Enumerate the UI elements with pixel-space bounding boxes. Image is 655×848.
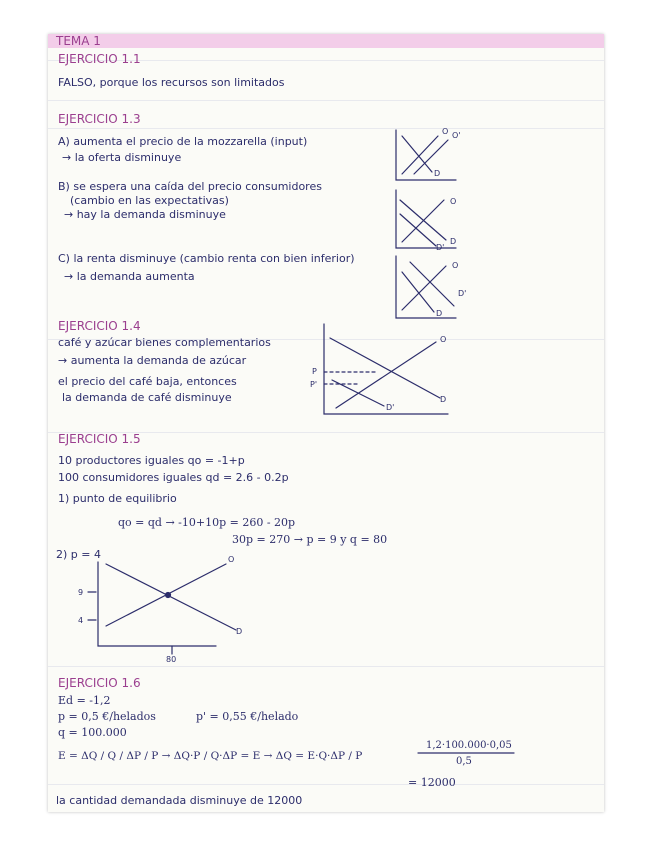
- graph-ej14-supply: [336, 342, 436, 408]
- graph-b-label-d-prime: D': [436, 243, 445, 252]
- graph-ej15-label-4: 4: [78, 616, 84, 625]
- graph-ej13-b: [396, 190, 456, 248]
- graph-ej15-equilibrium: [166, 593, 171, 598]
- graph-a-demand: [402, 136, 432, 172]
- ej15-line2: 100 consumidores iguales qd = 2.6 - 0.2p: [58, 471, 289, 484]
- ej15-eq2: 30p = 270 → p = 9 y q = 80: [232, 533, 388, 546]
- ej16-formula: E = ΔQ / Q / ΔP / P → ΔQ·P / Q·ΔP = E → ΔQ = E·Q·ΔP / P: [58, 750, 363, 762]
- graph-a-label-o: O: [442, 127, 449, 136]
- tema-title: TEMA 1: [56, 34, 101, 48]
- graph-ej13-c: [396, 256, 459, 318]
- graph-b-demand-shift: [400, 214, 436, 246]
- graph-c-demand-shift: [410, 262, 454, 306]
- ej14-line4: la demanda de café disminuye: [62, 391, 232, 404]
- ej11-answer: FALSO, porque los recursos son limitados: [58, 76, 285, 89]
- graph-ej13-a: [396, 130, 456, 180]
- ej13-b-line3: → hay la demanda disminuye: [64, 208, 226, 221]
- graph-ej15-demand: [106, 564, 236, 630]
- ej14-line2: → aumenta la demanda de azúcar: [58, 354, 247, 367]
- graph-c-label-d-prime: D': [458, 289, 467, 298]
- ej16-price: p = 0,5 €/helados: [58, 710, 156, 723]
- graph-c-axes: [396, 256, 459, 318]
- graph-ej14-label-o: O: [440, 335, 447, 344]
- ej15-heading: EJERCICIO 1.5: [58, 432, 141, 446]
- graph-b-label-d: D: [450, 237, 457, 246]
- ej13-c-line2: → la demanda aumenta: [64, 270, 195, 283]
- graph-ej14-demand: [330, 338, 440, 398]
- graph-ej15-label-o: O: [228, 555, 235, 564]
- ej15-eq1: qo = qd → -10+10p = 260 - 20p: [118, 516, 296, 529]
- ej16-heading: EJERCICIO 1.6: [58, 676, 141, 690]
- graph-c-label-d: D: [436, 309, 443, 318]
- ej15-line4: 2) p = 4: [56, 548, 101, 561]
- graph-ej14-label-d-prime: D': [386, 403, 395, 412]
- ej13-b-line2: (cambio en las expectativas): [70, 194, 229, 207]
- ej16-conclusion: la cantidad demandada disminuye de 12000: [56, 794, 303, 807]
- graph-ej15-axes: [98, 562, 216, 646]
- ej14-line1: café y azúcar bienes complementarios: [58, 336, 271, 349]
- graph-a-label-d: D: [434, 169, 441, 178]
- graph-c-supply: [402, 266, 446, 310]
- ej16-formula-numerator: 1,2·100.000·0,05: [426, 740, 512, 751]
- ej16-elasticity: Ed = -1,2: [58, 694, 111, 707]
- ej13-a-line2: → la oferta disminuye: [62, 151, 182, 164]
- graph-ej14-label-p-prime: P': [310, 380, 318, 389]
- graph-b-label-o: O: [450, 197, 457, 206]
- graph-a-axes: [396, 130, 456, 180]
- ej16-quantity: q = 100.000: [58, 726, 127, 739]
- graph-ej15-label-d: D: [236, 627, 243, 636]
- ej13-c-line1: C) la renta disminuye (cambio renta con bien inferior): [58, 252, 355, 265]
- graph-a-label-o-prime: O': [452, 131, 461, 140]
- ej13-b-line1: B) se espera una caída del precio consumidores: [58, 180, 322, 193]
- ej15-line3: 1) punto de equilibrio: [58, 492, 177, 505]
- ej13-heading: EJERCICIO 1.3: [58, 112, 141, 126]
- ej16-formula-denominator: 0,5: [456, 756, 472, 767]
- ej13-a-line1: A) aumenta el precio de la mozzarella (input): [58, 135, 308, 148]
- graph-ej14-label-p: P: [312, 367, 317, 376]
- notebook-page: [48, 34, 604, 812]
- ej15-line1: 10 productores iguales qo = -1+p: [58, 454, 245, 467]
- ej16-result: = 12000: [408, 776, 456, 789]
- ej14-heading: EJERCICIO 1.4: [58, 319, 141, 333]
- graph-c-label-o: O: [452, 261, 459, 270]
- graphs-layer: [48, 34, 604, 812]
- graph-ej15-label-9: 9: [78, 588, 84, 597]
- ej14-line3: el precio del café baja, entonces: [58, 375, 237, 388]
- graph-ej14: [324, 324, 448, 414]
- ej16-new-price: p' = 0,55 €/helado: [196, 710, 299, 723]
- graph-ej14-label-d: D: [440, 395, 447, 404]
- graph-ej15-label-80: 80: [166, 655, 177, 664]
- ej11-heading: EJERCICIO 1.1: [58, 52, 141, 66]
- graph-ej15: [88, 562, 236, 654]
